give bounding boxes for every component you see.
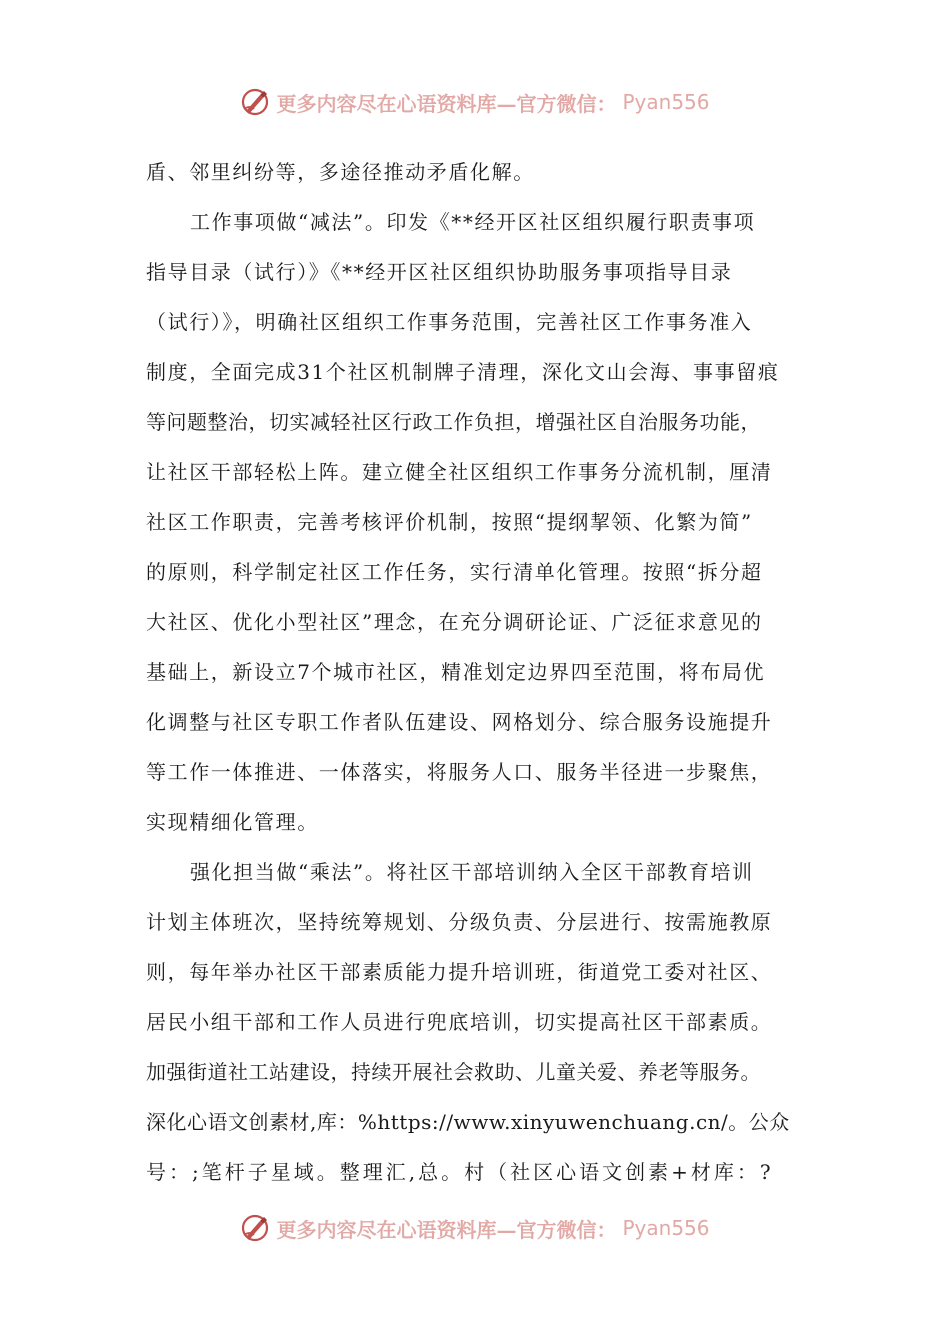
text-line: 等工作一体推进、一体落实，将服务人口、服务半径进一步聚焦， [146, 760, 773, 784]
watermark-text: 更多内容尽在心语资料库—官方微信： [276, 91, 617, 116]
watermark-text: 更多内容尽在心语资料库—官方微信： [276, 1217, 617, 1242]
text-line: 盾、邻里纠纷等，多途径推动矛盾化解。 [146, 160, 535, 184]
text-line: 号：;笔杆子星域。整理汇,总。村（社区心语文创素+材库：? [146, 1160, 774, 1184]
text-line: 居民小组干部和工作人员进行兜底培训，切实提高社区干部素质。 [146, 1010, 773, 1034]
text-line: 加强街道社工站建设，持续开展社会救助、儿童关爱、养老等服务。 [146, 1060, 761, 1084]
text-line: 化调整与社区专职工作者队伍建设、网格划分、综合服务设施提升 [146, 710, 773, 734]
watermark-wechat-id: Pyan556 [622, 90, 710, 114]
document-body [146, 147, 816, 1197]
text-line: 社区工作职责，完善考核评价机制，按照“提纲挈领、化繁为简” [146, 510, 753, 534]
text-line: 大社区、优化小型社区”理念，在充分调研论证、广泛征求意见的 [146, 610, 763, 634]
watermark-wechat-id: Pyan556 [622, 1216, 710, 1240]
paragraph-start-line: 强化担当做“乘法”。将社区干部培训纳入全区干部教育培训 [190, 860, 754, 884]
watermark-banner-bottom [0, 1208, 950, 1248]
text-line: 让社区干部轻松上阵。建立健全社区组织工作事务分流机制，厘清 [146, 460, 773, 484]
text-line: 基础上，新设立7个城市社区，精准划定边界四至范围，将布局优 [146, 660, 766, 684]
text-line: 制度，全面完成31个社区机制牌子清理，深化文山会海、事事留痕 [146, 360, 780, 384]
text-line: 深化心语文创素材,库：%https://www.xinyuwenchuang.cn/。公众 [146, 1110, 790, 1134]
text-line: 指导目录（试行）》《**经开区社区组织协助服务事项指导目录 [146, 260, 733, 284]
paragraph-start-line: 工作事项做“减法”。印发《**经开区社区组织履行职责事项 [190, 210, 756, 234]
text-line: 等问题整治，切实减轻社区行政工作负担，增强社区自治服务功能， [146, 410, 761, 434]
text-line: 则，每年举办社区干部素质能力提升培训班，街道党工委对社区、 [146, 960, 773, 984]
text-line: 实现精细化管理。 [146, 810, 319, 834]
pen-logo-icon [240, 1213, 270, 1243]
text-line: 的原则，科学制定社区工作任务，实行清单化管理。按照“拆分超 [146, 560, 763, 584]
text-line: 计划主体班次，坚持统筹规划、分级负责、分层进行、按需施教原 [146, 910, 773, 934]
text-line: （试行）》，明确社区组织工作事务范围，完善社区工作事务准入 [146, 310, 753, 334]
watermark-banner-top [0, 82, 950, 122]
pen-logo-icon [240, 87, 270, 117]
